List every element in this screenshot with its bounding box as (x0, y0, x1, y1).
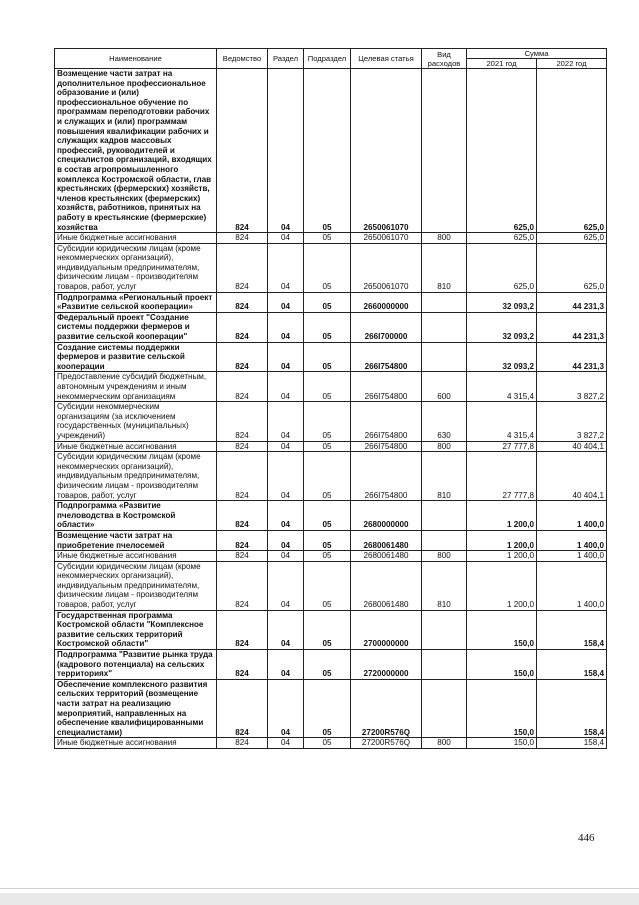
row-dept: 824 (217, 292, 268, 312)
table-row (55, 233, 607, 244)
row-sum-2021: 4 315,4 (467, 372, 537, 402)
row-subsection: 05 (304, 561, 351, 610)
table-row (55, 69, 607, 233)
row-sum-2022: 625,0 (537, 243, 607, 292)
row-sum-2021: 27 777,8 (467, 452, 537, 501)
row-section: 04 (268, 342, 304, 372)
row-type (422, 342, 467, 372)
row-name: Возмещение части затрат на приобретение пчелосемей (55, 530, 217, 550)
row-dept: 824 (217, 243, 268, 292)
row-section: 04 (268, 292, 304, 312)
row-type (422, 530, 467, 550)
row-name: Возмещение части затрат на дополнительное профессиональное образование и (или) профессиональное обучение по программам переподготовки рабочих и служащих и (или) программам повышения квалификации рабочих и служащих кадров массовых профессий, руководителей и специалистов организаций, входящих в состав агропромышленного комплекса Костромской области, глав крестьянских (фермерских) хозяйств, членов крестьянских (фермерских) хозяйств, работников, принятых на работу в крестьянские (фермерские) хозяйства (55, 69, 217, 233)
row-name: Иные бюджетные ассигнования (55, 441, 217, 452)
row-subsection: 05 (304, 679, 351, 738)
row-subsection: 05 (304, 402, 351, 441)
table-row (55, 738, 607, 749)
table-row (55, 372, 607, 402)
row-section: 04 (268, 233, 304, 244)
header-2021: 2021 год (467, 59, 537, 69)
row-dept: 824 (217, 233, 268, 244)
row-type: 800 (422, 441, 467, 452)
row-sum-2021: 1 200,0 (467, 501, 537, 531)
row-subsection: 05 (304, 530, 351, 550)
row-name: Иные бюджетные ассигнования (55, 738, 217, 749)
row-subsection: 05 (304, 233, 351, 244)
row-sum-2021: 625,0 (467, 233, 537, 244)
row-type: 810 (422, 243, 467, 292)
row-target: 2700000000 (351, 610, 422, 649)
row-target: 2650061070 (351, 243, 422, 292)
table-row (55, 441, 607, 452)
row-sum-2022: 3 827,2 (537, 372, 607, 402)
table-row (55, 402, 607, 441)
table-row (55, 292, 607, 312)
table-row (55, 551, 607, 562)
row-sum-2021: 27 777,8 (467, 441, 537, 452)
header-dept: Ведомство (217, 49, 268, 69)
header-target: Целевая статья (351, 49, 422, 69)
row-dept: 824 (217, 372, 268, 402)
row-name: Субсидии юридическим лицам (кроме некоммерческих организаций), индивидуальным предпринимателям, физическим лицам - производителям товаров, работ, услуг (55, 452, 217, 501)
row-dept: 824 (217, 650, 268, 680)
row-type (422, 650, 467, 680)
row-sum-2022: 44 231,3 (537, 342, 607, 372)
row-section: 04 (268, 650, 304, 680)
row-target: 266I754800 (351, 441, 422, 452)
row-type: 800 (422, 233, 467, 244)
row-type (422, 312, 467, 342)
row-target: 266I700000 (351, 312, 422, 342)
row-type: 630 (422, 402, 467, 441)
row-section: 04 (268, 312, 304, 342)
row-type: 800 (422, 551, 467, 562)
row-sum-2022: 3 827,2 (537, 402, 607, 441)
row-name: Субсидии некоммерческим организациям (за исключением государственных (муниципальных) учреждений) (55, 402, 217, 441)
row-name: Иные бюджетные ассигнования (55, 233, 217, 244)
row-sum-2022: 158,4 (537, 610, 607, 649)
table-row (55, 312, 607, 342)
row-sum-2022: 1 400,0 (537, 551, 607, 562)
page-number: 446 (578, 832, 595, 844)
row-type (422, 679, 467, 738)
row-section: 04 (268, 501, 304, 531)
row-dept: 824 (217, 342, 268, 372)
row-subsection: 05 (304, 738, 351, 749)
table-row (55, 650, 607, 680)
row-name: Подпрограмма «Развитие пчеловодства в Костромской области» (55, 501, 217, 531)
row-target: 2680061480 (351, 561, 422, 610)
header-type: Вид расходов (422, 49, 467, 69)
row-subsection: 05 (304, 292, 351, 312)
row-section: 04 (268, 243, 304, 292)
row-type: 810 (422, 452, 467, 501)
row-section: 04 (268, 372, 304, 402)
row-name: Федеральный проект "Создание системы поддержки фермеров и развитие сельской кооперации" (55, 312, 217, 342)
row-subsection: 05 (304, 342, 351, 372)
row-sum-2022: 625,0 (537, 69, 607, 233)
row-name: Предоставление субсидий бюджетным, автономным учреждениям и иным некоммерческим организациям (55, 372, 217, 402)
row-subsection: 05 (304, 312, 351, 342)
row-section: 04 (268, 679, 304, 738)
row-section: 04 (268, 551, 304, 562)
row-sum-2021: 625,0 (467, 243, 537, 292)
row-sum-2021: 1 200,0 (467, 561, 537, 610)
row-dept: 824 (217, 501, 268, 531)
row-dept: 824 (217, 610, 268, 649)
row-target: 2660000000 (351, 292, 422, 312)
row-dept: 824 (217, 402, 268, 441)
row-section: 04 (268, 441, 304, 452)
row-dept: 824 (217, 561, 268, 610)
row-subsection: 05 (304, 243, 351, 292)
row-target: 266I754800 (351, 372, 422, 402)
row-name: Государственная программа Костромской области "Комплексное развитие сельских территорий Костромской области" (55, 610, 217, 649)
row-sum-2021: 32 093,2 (467, 342, 537, 372)
row-sum-2021: 625,0 (467, 69, 537, 233)
row-sum-2021: 150,0 (467, 610, 537, 649)
row-target: 27200R576Q (351, 738, 422, 749)
row-subsection: 05 (304, 372, 351, 402)
row-sum-2022: 44 231,3 (537, 312, 607, 342)
row-subsection: 05 (304, 610, 351, 649)
row-target: 2720000000 (351, 650, 422, 680)
header-2022: 2022 год (537, 59, 607, 69)
row-subsection: 05 (304, 650, 351, 680)
row-target: 2650061070 (351, 233, 422, 244)
row-subsection: 05 (304, 441, 351, 452)
table-row (55, 501, 607, 531)
row-subsection: 05 (304, 69, 351, 233)
row-target: 2680061480 (351, 551, 422, 562)
table-row (55, 561, 607, 610)
row-sum-2022: 158,4 (537, 679, 607, 738)
row-sum-2021: 32 093,2 (467, 312, 537, 342)
row-dept: 824 (217, 452, 268, 501)
row-target: 266I754800 (351, 402, 422, 441)
row-type (422, 292, 467, 312)
row-name: Иные бюджетные ассигнования (55, 551, 217, 562)
budget-table (54, 48, 607, 749)
row-dept: 824 (217, 679, 268, 738)
row-name: Создание системы поддержки фермеров и развитие сельской кооперации (55, 342, 217, 372)
row-dept: 824 (217, 69, 268, 233)
row-type (422, 69, 467, 233)
row-sum-2022: 40 404,1 (537, 441, 607, 452)
row-target: 27200R576Q (351, 679, 422, 738)
row-sum-2021: 1 200,0 (467, 530, 537, 550)
row-sum-2021: 150,0 (467, 738, 537, 749)
row-name: Подпрограмма «Региональный проект «Развитие сельской кооперации» (55, 292, 217, 312)
row-target: 2650061070 (351, 69, 422, 233)
row-sum-2022: 40 404,1 (537, 452, 607, 501)
header-section: Раздел (268, 49, 304, 69)
row-sum-2021: 32 093,2 (467, 292, 537, 312)
table-row (55, 243, 607, 292)
row-subsection: 05 (304, 501, 351, 531)
row-dept: 824 (217, 441, 268, 452)
row-subsection: 05 (304, 551, 351, 562)
table-row (55, 452, 607, 501)
row-sum-2022: 1 400,0 (537, 561, 607, 610)
row-section: 04 (268, 561, 304, 610)
row-target: 266I754800 (351, 452, 422, 501)
table-row (55, 610, 607, 649)
row-sum-2021: 150,0 (467, 650, 537, 680)
row-type (422, 610, 467, 649)
table-body (55, 69, 607, 749)
row-target: 2680000000 (351, 501, 422, 531)
row-sum-2021: 150,0 (467, 679, 537, 738)
row-section: 04 (268, 402, 304, 441)
row-sum-2022: 158,4 (537, 738, 607, 749)
header-sum: Сумма (467, 49, 607, 59)
header-subsection: Подраздел (304, 49, 351, 69)
row-type (422, 501, 467, 531)
row-dept: 824 (217, 738, 268, 749)
row-type: 800 (422, 738, 467, 749)
row-name: Субсидии юридическим лицам (кроме некоммерческих организаций), индивидуальным предпринимателям, физическим лицам - производителям товаров, работ, услуг (55, 561, 217, 610)
row-section: 04 (268, 452, 304, 501)
footer-divider (0, 888, 639, 889)
row-dept: 824 (217, 312, 268, 342)
row-section: 04 (268, 738, 304, 749)
row-type: 600 (422, 372, 467, 402)
row-target: 2680061480 (351, 530, 422, 550)
row-dept: 824 (217, 551, 268, 562)
row-dept: 824 (217, 530, 268, 550)
row-sum-2022: 1 400,0 (537, 501, 607, 531)
row-sum-2021: 1 200,0 (467, 551, 537, 562)
row-sum-2022: 158,4 (537, 650, 607, 680)
table-row (55, 530, 607, 550)
row-target: 266I754800 (351, 342, 422, 372)
table-row (55, 679, 607, 738)
header-name: Наименование (55, 49, 217, 69)
row-sum-2022: 1 400,0 (537, 530, 607, 550)
row-sum-2022: 625,0 (537, 233, 607, 244)
row-section: 04 (268, 610, 304, 649)
row-name: Обеспечение комплексного развития сельских территорий (возмещение части затрат на реализацию мероприятий, направленных на обеспечение квалифицированными специалистами) (55, 679, 217, 738)
row-section: 04 (268, 69, 304, 233)
row-subsection: 05 (304, 452, 351, 501)
row-type: 810 (422, 561, 467, 610)
table-row (55, 342, 607, 372)
row-sum-2021: 4 315,4 (467, 402, 537, 441)
row-section: 04 (268, 530, 304, 550)
row-name: Субсидии юридическим лицам (кроме некоммерческих организаций), индивидуальным предпринимателям, физическим лицам - производителям товаров, работ, услуг (55, 243, 217, 292)
row-sum-2022: 44 231,3 (537, 292, 607, 312)
row-name: Подпрограмма "Развитие рынка труда (кадрового потенциала) на сельских территориях" (55, 650, 217, 680)
footer-band (0, 893, 639, 905)
